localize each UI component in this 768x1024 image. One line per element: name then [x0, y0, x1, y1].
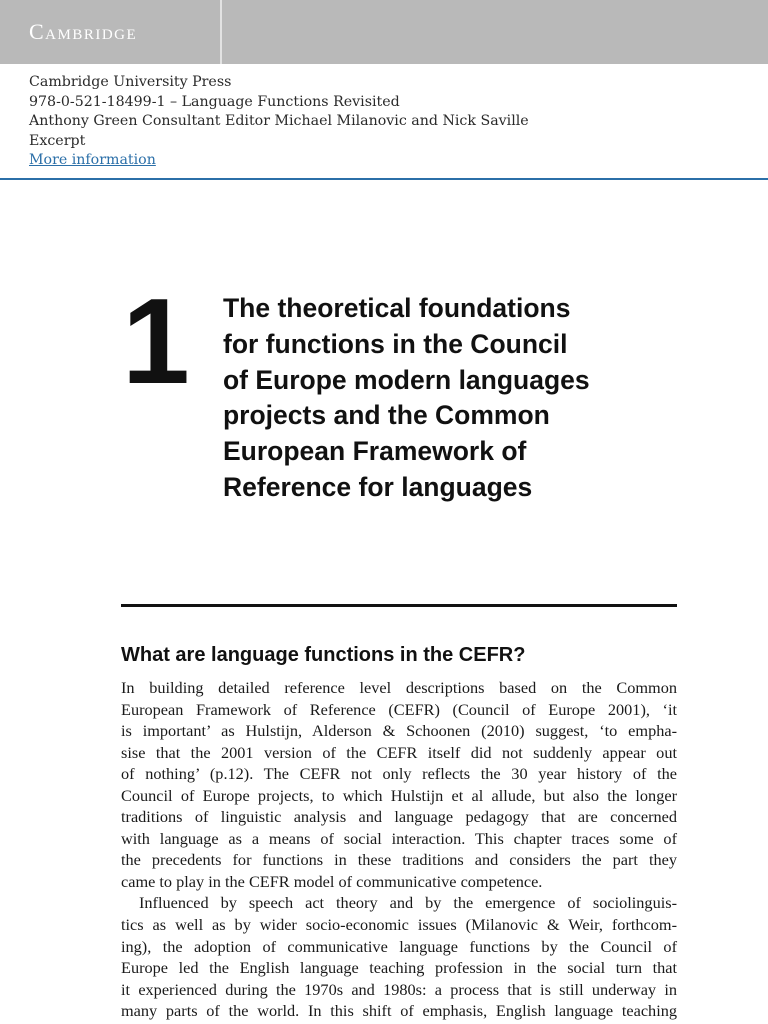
body-line: ing), the adoption of communicative language functions by the Council of [121, 936, 677, 956]
metadata-divider [0, 178, 768, 180]
book-metadata [29, 73, 529, 171]
publisher-header-bar [0, 0, 768, 64]
body-line: tics as well as by wider socio-economic issues (Milanovic & Weir, forthcom- [121, 915, 677, 935]
body-line: traditions of linguistic analysis and language pedagogy that are concerned [121, 807, 677, 827]
body-line: sise that the 2001 version of the CEFR itself did not suddenly appear out [121, 742, 677, 762]
chapter-title-rule [121, 604, 677, 607]
chapter-title-line: The theoretical foundations [223, 293, 571, 323]
chapter-title-line: projects and the Common [223, 400, 550, 431]
header-divider [220, 0, 222, 64]
chapter-title-line: for functions in the Council [223, 328, 568, 359]
chapter-title [223, 291, 663, 506]
body-line: came to play in the CEFR model of communicative competence. [121, 871, 543, 891]
body-line: In building detailed reference level descriptions based on the Common [121, 678, 677, 697]
body-line: is important’ as Hulstijn, Alderson & Schoonen (2010) suggest, ‘to empha- [121, 721, 677, 741]
chapter-number: 1 [122, 273, 186, 409]
body-text [121, 677, 677, 1022]
body-line: Council of Europe projects, to which Hulstijn et al allude, but also the longer [121, 785, 677, 805]
more-information-link[interactable]: More information [29, 152, 156, 168]
chapter-title-line: Reference for languages [223, 471, 533, 502]
excerpt-label: Excerpt [29, 132, 86, 149]
chapter-title-line: European Framework of [223, 436, 527, 467]
body-line: many parts of the world. In this shift of emphasis, English language teaching [121, 1001, 677, 1021]
authors-line: Anthony Green Consultant Editor Michael Milanovic and Nick Saville [29, 113, 529, 129]
publisher-logo: Cambridge [29, 19, 138, 44]
body-line: Influenced by speech act theory and by the emergence of sociolinguis- [139, 893, 677, 913]
body-line: with language as a means of social interaction. This chapter traces some of [121, 828, 677, 848]
isbn-title: 978-0-521-18499-1 – Language Functions Revisited [29, 93, 400, 110]
body-line: Europe led the English language teaching profession in the social turn that [121, 958, 677, 978]
body-line: European Framework of Reference (CEFR) (Council of Europe 2001), ‘it [121, 699, 677, 719]
body-line: it experienced during the 1970s and 1980s: a process that is still underway in [121, 979, 677, 999]
section-heading: What are language functions in the CEFR? [121, 644, 526, 666]
body-line: the precedents for functions in these traditions and considers the part they [121, 850, 677, 870]
publisher-name: Cambridge University Press [29, 74, 232, 90]
chapter-title-line: of Europe modern languages [223, 364, 590, 395]
body-line: of nothing’ (p.12). The CEFR not only reflects the 30 year history of the [121, 764, 677, 784]
